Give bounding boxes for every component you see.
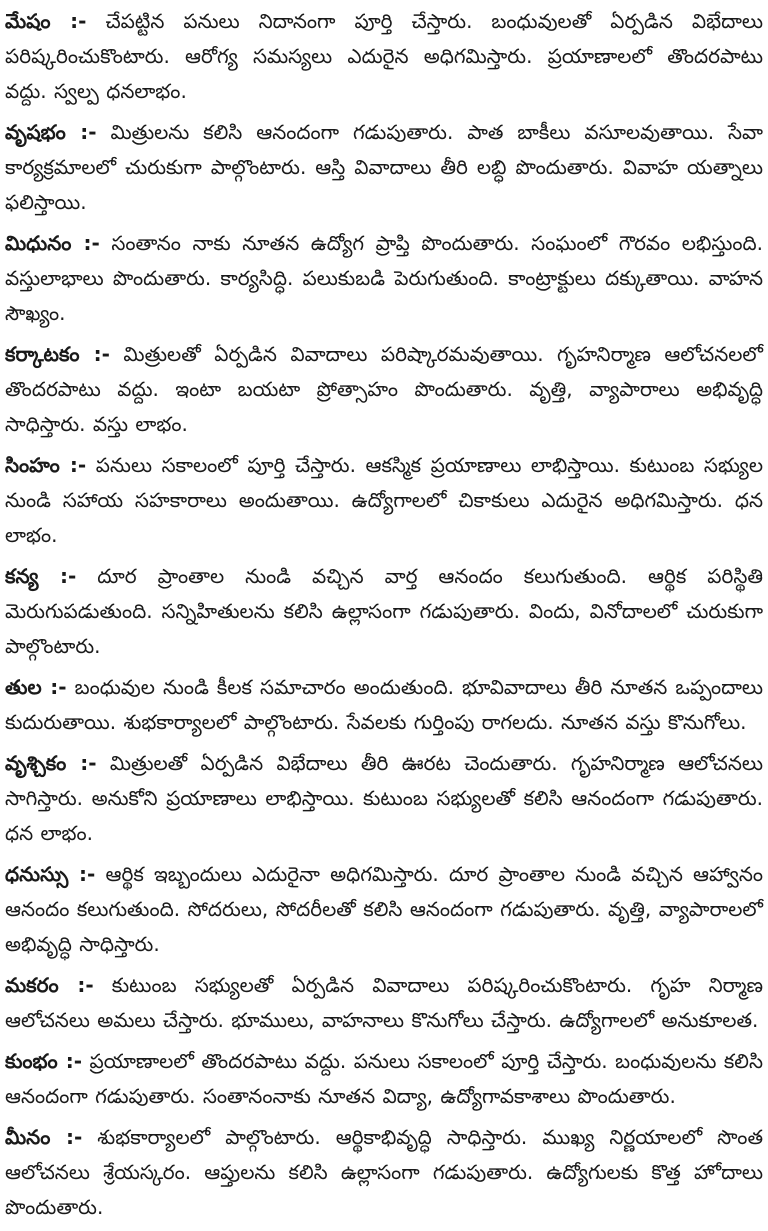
prediction-text-karkatakam: మిత్రులతో ఏర్పడిన వివాదాలు పరిష్కారమవుతాయి. గృహనిర్మాణ ఆలోచనలలో తొందరపాటు వద్దు. ఇంటా బయటా ప్రోత్సాహం పొందుతారు. వృత్తి, వ్యాపారాలు అభివృద్ధి సాధిస్తారు. వస్తు లాభం. [5,342,763,436]
paragraph-simham [5,448,763,553]
paragraph-makaram [5,968,763,1038]
paragraph-kanya [5,559,763,664]
sign-name-vruschikam: వృశ్చికం :- [5,751,97,775]
sign-name-tula: తుల :- [5,675,67,699]
paragraph-dhanussu [5,857,763,962]
sign-name-simham: సింహం :- [5,453,87,477]
prediction-text-mesham: చేపట్టిన పనులు నిదానంగా పూర్తి చేస్తారు. బంధువులతో ఏర్పడిన విభేదాలు పరిష్కరించుకొంటారు. ఆరోగ్య సమస్యలు ఎదురైన అధిగమిస్తారు. ప్రయాణాలలో తొందరపాటు వద్దు. స్వల్ప ధనలాభం. [5,9,764,103]
paragraph-vrushabham [5,115,763,220]
sign-name-dhanussu: ధనుస్సు :- [5,862,96,886]
paragraph-karkatakam [5,337,763,442]
sign-name-kumbham: కుంభం :- [5,1049,83,1073]
prediction-text-makaram: కుటుంబ సభ్యులతో ఏర్పడిన వివాదాలు పరిష్కరించుకొంటారు. గృహ నిర్మాణ ఆలోచనలు అమలు చేస్తారు. భూములు, వాహనాలు కొనుగోలు చేస్తారు. ఉద్యోగాలలో అనుకూలత. [5,973,763,1032]
sign-name-vrushabham: వృషభం :- [5,120,97,144]
prediction-text-midhunam: సంతానం నాకు నూతన ఉద్యోగ ప్రాప్తి పొందుతారు. సంఘంలో గౌరవం లభిస్తుంది. వస్తులాభాలు పొందుతారు. కార్యసిద్ధి. పలుకుబడి పెరుగుతుంది. కాంట్రాక్టులు దక్కుతాయి. వాహన సౌఖ్యం. [5,231,763,325]
sign-name-karkatakam: కర్కాటకం :- [5,342,110,366]
prediction-text-dhanussu: ఆర్థిక ఇబ్బందులు ఎదురైనా అధిగమిస్తారు. దూర ప్రాంతాల నుండి వచ్చిన ఆహ్వానం ఆనందం కలుగుతుంది. సోదరులు, సోదరీలతో కలిసి ఆనందంగా గడుపుతారు. వృత్తి, వ్యాపారాలలో అభివృద్ధి సాధిస్తారు. [5,862,764,956]
paragraph-mesham [5,4,763,109]
sign-name-makaram: మకరం :- [5,973,94,997]
prediction-text-vruschikam: మిత్రులతో ఏర్పడిన విభేదాలు తీరి ఊరట చెందుతారు. గృహనిర్మాణ ఆలోచనలు సాగిస్తారు. అనుకోని ప్రయాణాలు లాభిస్తాయి. కుటుంబ సభ్యులతో కలిసి ఆనందంగా గడుపుతారు. ధన లాభం. [5,751,763,845]
sign-name-midhunam: మిధునం :- [5,231,100,255]
prediction-text-vrushabham: మిత్రులను కలిసి ఆనందంగా గడుపుతారు. పాత బాకీలు వసూలవుతాయి. సేవా కార్యక్రమాలలో చురుకుగా పాల్గొంటారు. ఆస్తి వివాదాలు తీరి లబ్ధి పొందుతారు. వివాహ యత్నాలు ఫలిస్తాయి. [5,120,763,214]
prediction-text-kanya: దూర ప్రాంతాల నుండి వచ్చిన వార్త ఆనందం కలుగుతుంది. ఆర్థిక పరిస్థితి మెరుగుపడుతుంది. సన్నిహితులను కలిసి ఉల్లాసంగా గడుపుతారు. విందు, వినోదాలలో చురుకుగా పాల్గొంటారు. [5,564,763,658]
prediction-text-kumbham: ప్రయాణాలలో తొందరపాటు వద్దు. పనులు సకాలంలో పూర్తి చేస్తారు. బంధువులను కలిసి ఆనందంగా గడుపుతారు. సంతానంనాకు నూతన విద్యా, ఉద్యోగావకాశాలు పొందుతారు. [5,1049,764,1108]
paragraph-tula [5,670,763,740]
prediction-text-simham: పనులు సకాలంలో పూర్తి చేస్తారు. ఆకస్మిక ప్రయాణాలు లాభిస్తాయి. కుటుంబ సభ్యుల నుండి సహాయ సహకారాలు అందుతాయి. ఉద్యోగాలలో చికాకులు ఎదురైన అధిగమిస్తారు. ధన లాభం. [5,453,763,547]
paragraph-vruschikam [5,746,763,851]
paragraph-meenam [5,1120,763,1225]
sign-name-meenam: మీనం :- [5,1125,83,1149]
sign-name-kanya: కన్య :- [5,564,77,588]
prediction-text-tula: బంధువుల నుండి కీలక సమాచారం అందుతుంది. భూవివాదాలు తీరి నూతన ఒప్పందాలు కుదురుతాయి. శుభకార్యాలలో పాల్గొంటారు. సేవలకు గుర్తింపు రాగలదు. నూతన వస్తు కొనుగోలు. [5,675,764,734]
sign-name-mesham: మేషం :- [5,9,87,33]
prediction-text-meenam: శుభకార్యాలలో పాల్గొంటారు. ఆర్థికాభివృద్ధి సాధిస్తారు. ముఖ్య నిర్ణయాలలో సొంత ఆలోచనలు శ్రేయస్కరం. ఆప్తులను కలిసి ఉల్లాసంగా గడుపుతారు. ఉద్యోగులకు కొత్త హోదాలు పొందుతారు. [5,1125,764,1219]
paragraph-kumbham [5,1044,763,1114]
paragraph-midhunam [5,226,763,331]
